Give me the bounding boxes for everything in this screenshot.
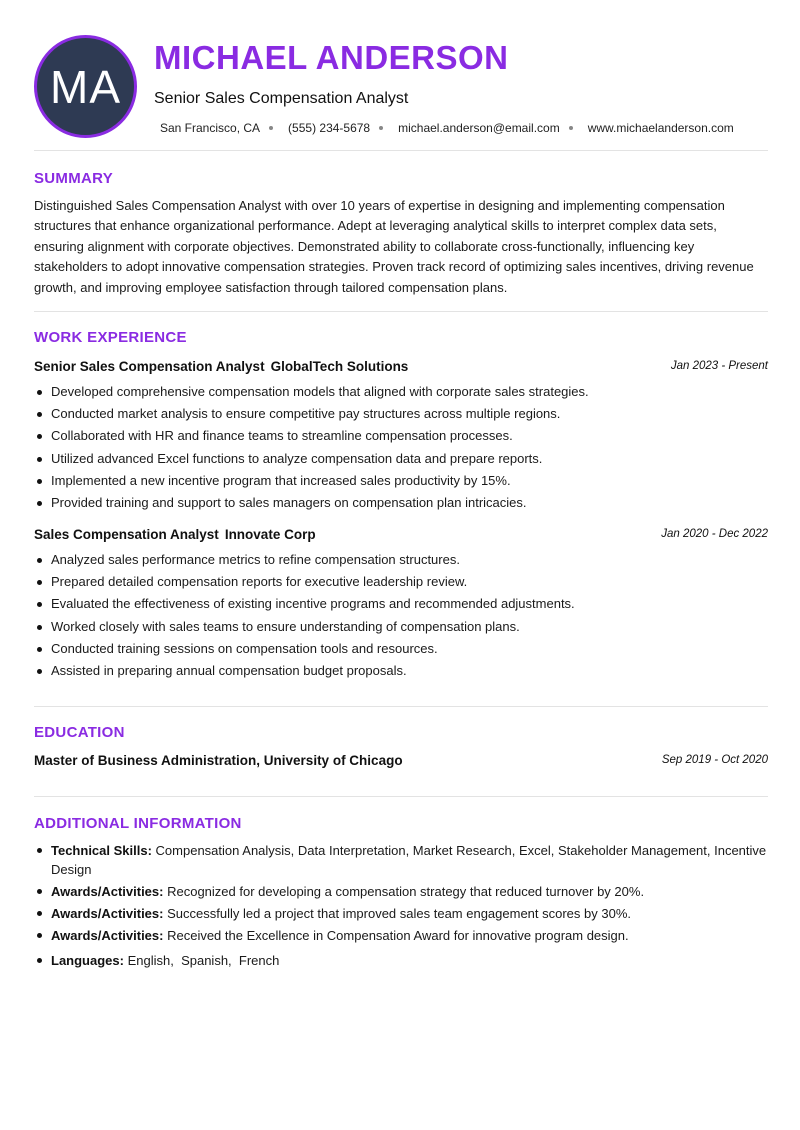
info-label: Awards/Activities:	[51, 928, 164, 943]
divider	[34, 150, 768, 151]
summary-heading: SUMMARY	[34, 170, 114, 187]
list-item	[34, 841, 768, 879]
info-label: Technical Skills:	[51, 843, 152, 858]
additional-info-list	[34, 841, 768, 973]
job-bullets	[34, 549, 768, 682]
contact-phone: (555) 234-5678	[288, 121, 371, 135]
contact-info	[160, 121, 734, 135]
list-item: Analyzed sales performance metrics to refine compensation structures.	[34, 549, 768, 571]
avatar-initials: MA	[50, 60, 121, 113]
contact-separator	[569, 126, 573, 130]
list-item: Utilized advanced Excel functions to analyze compensation data and prepare reports.	[34, 448, 768, 470]
avatar	[34, 35, 137, 138]
job-dates: Jan 2020 - Dec 2022	[661, 528, 768, 540]
list-item: Conducted training sessions on compensation tools and resources.	[34, 638, 768, 660]
list-item: Collaborated with HR and finance teams to streamline compensation processes.	[34, 425, 768, 447]
experience-heading: WORK EXPERIENCE	[34, 329, 187, 346]
contact-email[interactable]: michael.anderson@email.com	[398, 121, 560, 135]
education-degree: Master of Business Administration, University of Chicago	[34, 753, 403, 768]
education-entry	[34, 753, 768, 768]
contact-website[interactable]: www.michaelanderson.com	[587, 121, 734, 135]
info-text: Successfully led a project that improved sales team engagement scores by 30%.	[167, 906, 631, 921]
list-item: Implemented a new incentive program that increased sales productivity by 15%.	[34, 470, 768, 492]
list-item	[34, 904, 768, 923]
info-text: Compensation Analysis, Data Interpretation, Market Research, Excel, Stakeholder Management, Incentive Design	[51, 843, 767, 877]
contact-location: San Francisco, CA	[160, 121, 261, 135]
list-item: Provided training and support to sales managers on compensation plan intricacies.	[34, 492, 768, 514]
job-dates: Jan 2023 - Present	[670, 360, 768, 372]
info-label: Awards/Activities:	[51, 906, 164, 921]
job-header	[34, 527, 768, 542]
job-role: Sales Compensation Analyst	[34, 527, 219, 542]
list-item	[34, 882, 768, 901]
resume-header	[34, 35, 768, 139]
list-item: Developed comprehensive compensation models that aligned with corporate sales strategies.	[34, 381, 768, 403]
summary-text: Distinguished Sales Compensation Analyst with over 10 years of expertise in designing and implementing compensation structures that enhance organizational performance. Adept at leveraging analytical skills to interpret complex data sets, ensuring alignment with corporate objectives. Demonstrated ability to collaborate cross-functionally, influencing key stakeholders to adopt innovative compensation strategies. Proven track record of optimizing sales incentives, driving revenue growth, and improving employee satisfaction through tailored compensation plans.	[34, 198, 754, 295]
contact-separator	[269, 126, 273, 130]
job-header	[34, 359, 768, 374]
list-item	[34, 951, 768, 970]
info-text: Received the Excellence in Compensation Award for innovative program design.	[167, 928, 629, 943]
candidate-name: MICHAEL ANDERSON	[154, 39, 509, 76]
job-bullets	[34, 381, 768, 514]
divider	[34, 706, 768, 707]
job-company: GlobalTech Solutions	[270, 359, 409, 374]
candidate-title: Senior Sales Compensation Analyst	[154, 90, 409, 107]
additional-heading: ADDITIONAL INFORMATION	[34, 815, 242, 832]
education-dates: Sep 2019 - Oct 2020	[661, 754, 768, 766]
job-company: Innovate Corp	[224, 527, 316, 542]
list-item: Conducted market analysis to ensure competitive pay structures across multiple regions.	[34, 403, 768, 425]
education-heading: EDUCATION	[34, 724, 125, 741]
divider	[34, 311, 768, 312]
list-item: Worked closely with sales teams to ensure understanding of compensation plans.	[34, 616, 768, 638]
info-label: Awards/Activities:	[51, 884, 164, 899]
list-item	[34, 926, 768, 945]
list-item: Evaluated the effectiveness of existing incentive programs and recommended adjustments.	[34, 593, 768, 615]
info-text: English, Spanish, French	[127, 953, 280, 968]
info-text: Recognized for developing a compensation strategy that reduced turnover by 20%.	[167, 884, 645, 899]
job-role: Senior Sales Compensation Analyst	[34, 359, 265, 374]
list-item: Assisted in preparing annual compensation budget proposals.	[34, 660, 768, 682]
contact-separator	[379, 126, 383, 130]
info-label: Languages:	[51, 953, 124, 968]
divider	[34, 796, 768, 797]
list-item: Prepared detailed compensation reports for executive leadership review.	[34, 571, 768, 593]
